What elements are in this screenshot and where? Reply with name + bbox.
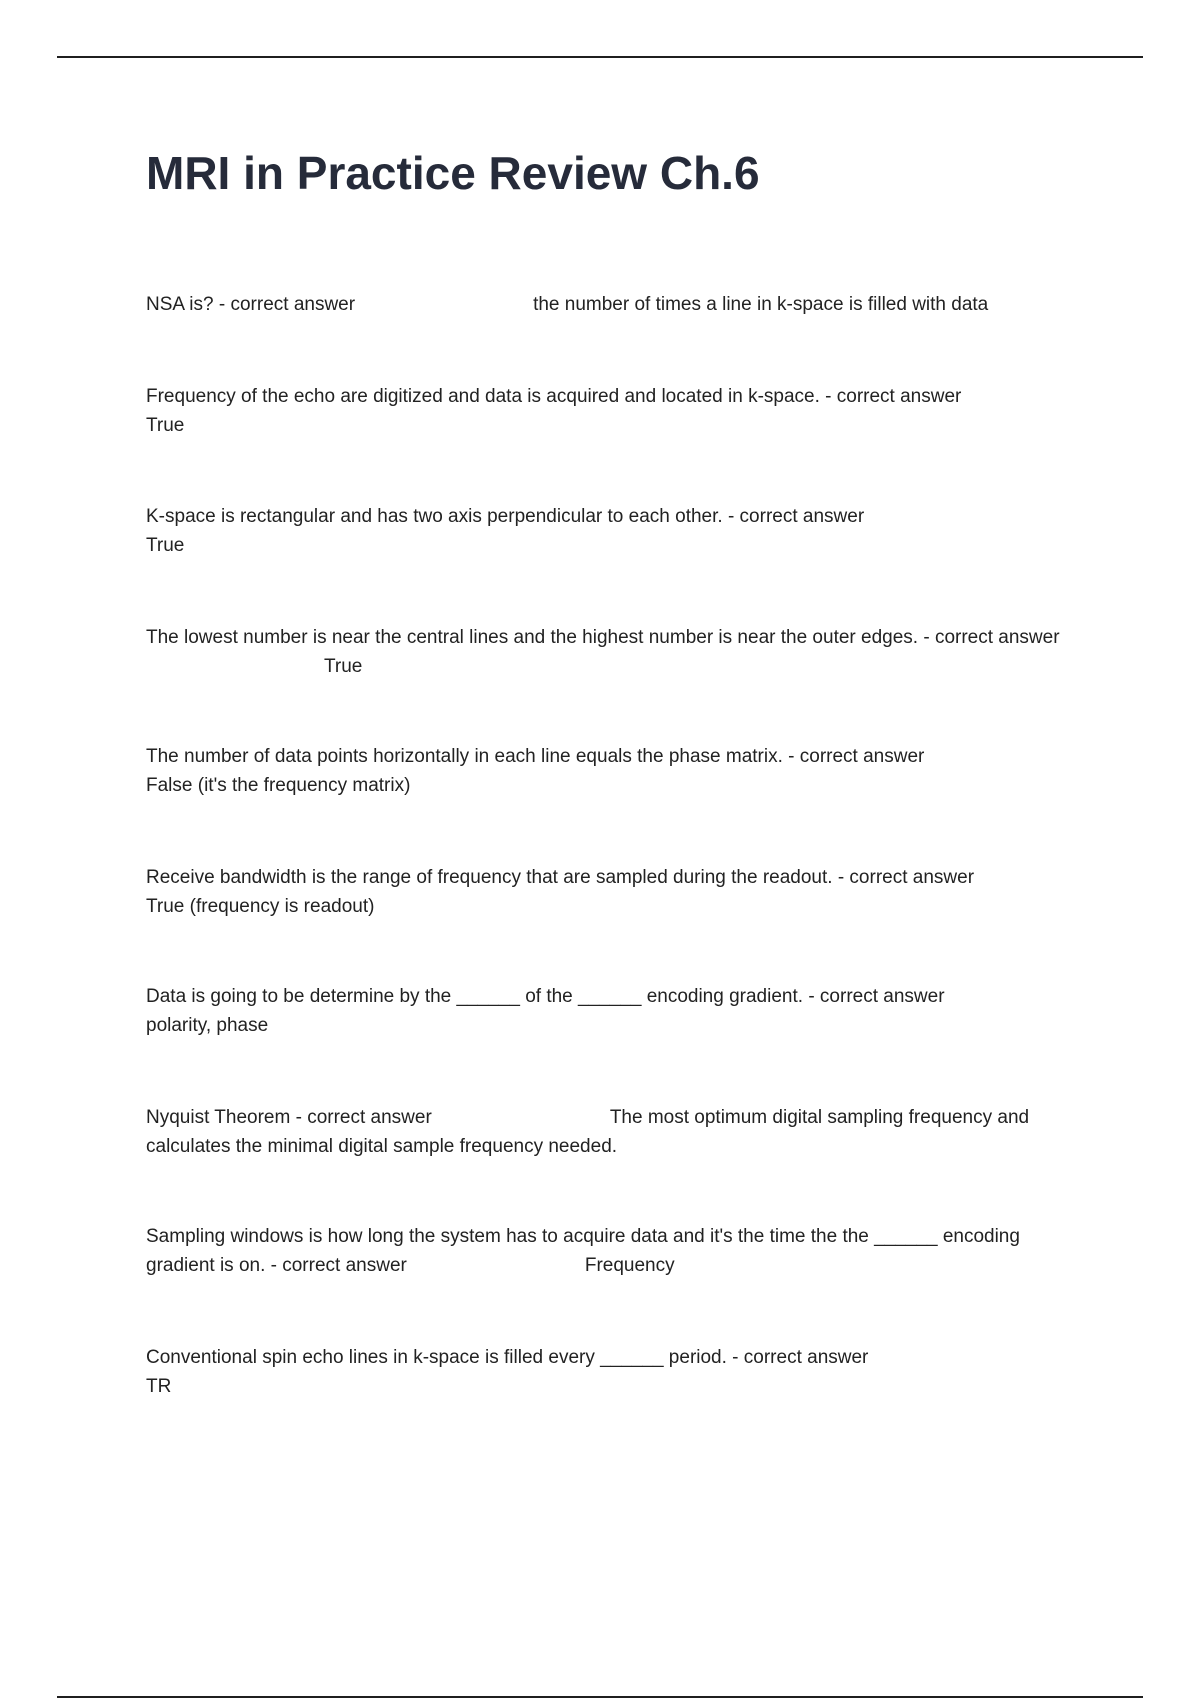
card-answer: True (frequency is readout): [146, 896, 375, 917]
card-question: Sampling windows is how long the system has to acquire data and it's the time the the ______ encoding gradient is on. - correct answer: [146, 1226, 1020, 1276]
card-answer: the number of times a line in k-space is filled with data: [533, 294, 989, 315]
card-question: Receive bandwidth is the range of frequency that are sampled during the readout. - correct answer: [146, 867, 975, 888]
card-answer: True: [146, 415, 185, 436]
bottom-rule: [57, 1696, 1143, 1698]
card-answer: polarity, phase: [146, 1015, 269, 1036]
flashcard: [146, 382, 1026, 440]
flashcard: [146, 863, 1096, 921]
flashcard: [146, 742, 1096, 800]
card-question: Nyquist Theorem - correct answer: [146, 1107, 432, 1128]
document-title: MRI in Practice Review Ch.6: [146, 147, 760, 199]
card-question: Conventional spin echo lines in k-space is filled every ______ period. - correct answer: [146, 1347, 869, 1368]
card-answer: True: [146, 535, 185, 556]
flashcard: [146, 623, 1066, 681]
flashcard: [146, 1343, 1096, 1401]
flashcard: [146, 1103, 1101, 1161]
flashcard: [146, 1222, 1086, 1280]
flashcard: [146, 502, 1096, 560]
card-question: The number of data points horizontally in each line equals the phase matrix. - correct answer: [146, 746, 925, 767]
card-question: Data is going to be determine by the ______ of the ______ encoding gradient. - correct answer: [146, 986, 945, 1007]
card-question: K-space is rectangular and has two axis perpendicular to each other. - correct answer: [146, 506, 865, 527]
card-answer: True: [324, 656, 363, 677]
card-question: NSA is? - correct answer: [146, 294, 356, 315]
card-question: Frequency of the echo are digitized and data is acquired and located in k-space. - correct answer: [146, 386, 962, 407]
top-rule: [57, 56, 1143, 58]
flashcard: [146, 290, 1096, 319]
card-answer: Frequency: [584, 1255, 675, 1276]
card-question: The lowest number is near the central lines and the highest number is near the outer edges. - correct answer: [146, 627, 1060, 648]
card-answer: TR: [146, 1376, 172, 1397]
flashcard: [146, 982, 1096, 1040]
card-answer: The most optimum digital sampling frequency and calculates the minimal digital sample frequency needed.: [146, 1107, 1030, 1157]
card-answer: False (it's the frequency matrix): [146, 775, 411, 796]
